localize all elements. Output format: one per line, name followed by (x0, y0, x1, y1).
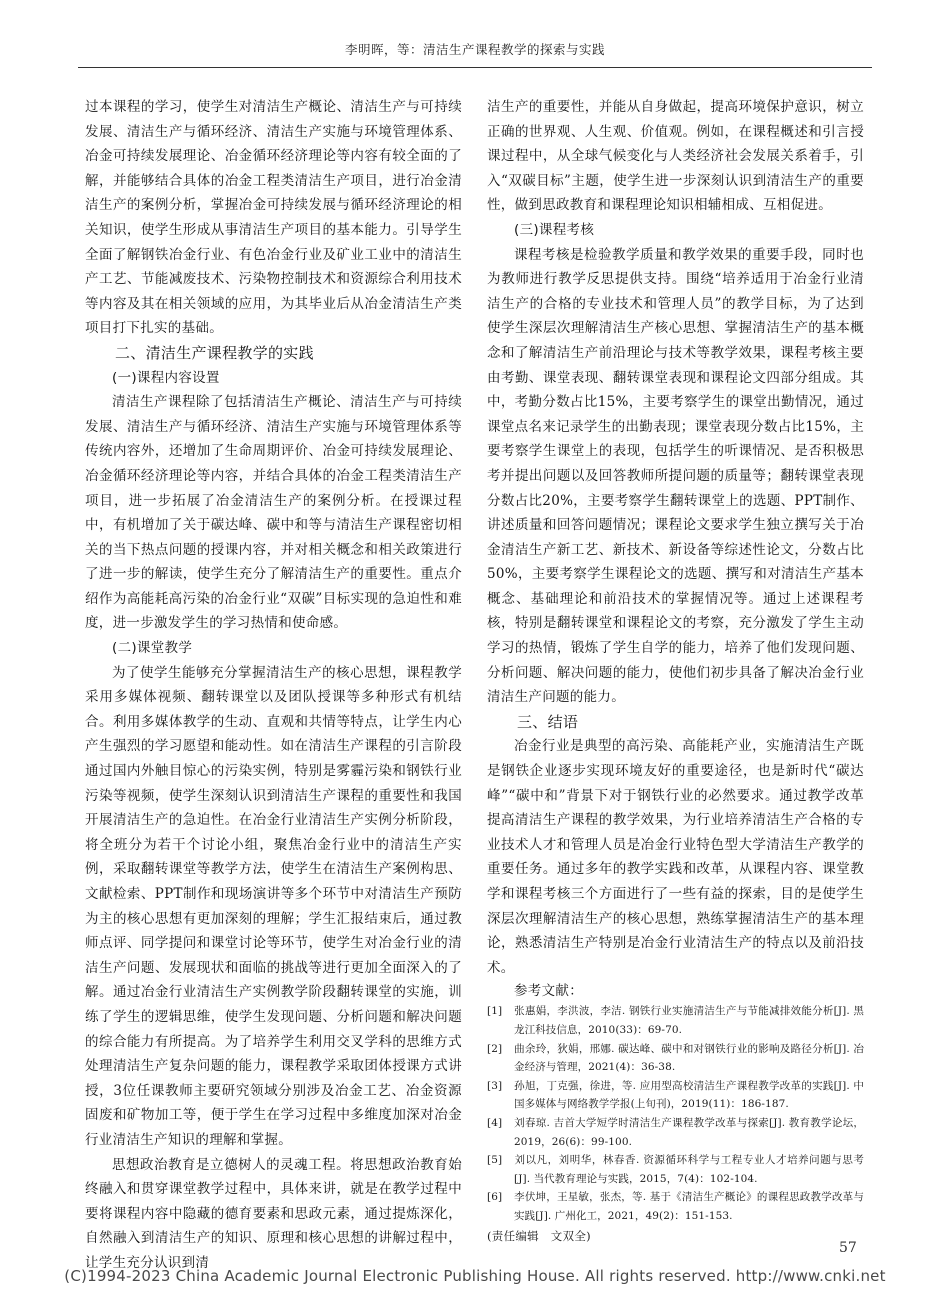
reference-item (487, 1188, 864, 1225)
copyright-footer: (C)1994-2023 China Academic Journal Electronic Publishing House. All rights reserved. http://www.cnki.net (64, 1267, 886, 1285)
running-header: 李明晖，等：清洁生产课程教学的探索与实践 (344, 42, 605, 57)
section-heading: 二、清洁生产课程教学的实践 (115, 343, 314, 362)
paragraph: 过本课程的学习，使学生对清洁生产概论、清洁生产与可持续发展、清洁生产与循环经济、清洁生产实施与环境管理体系、冶金可持续发展理论、冶金循环经济理论等内容有较全面的了解，并能够结合具体的冶金工程类清洁生产项目，进行冶金清洁生产的案例分析，掌握冶金可持续发展与循环经济理论的相关知识，使学生形成从事清洁生产项目的基本能力。引导学生全面了解钢铁冶金行业、有色冶金行业及矿业工业中的清洁生产工艺、节能减废技术、污染物控制技术和资源综合利用技术等内容及其在相关领域的应用，为其毕业后从冶金清洁生产类项目打下扎实的基础。 (85, 99, 462, 337)
paragraph: 思想政治教育是立德树人的灵魂工程。将思想政治教育始终融入和贯穿课堂教学过程中，具体来讲，就是在教学过程中要将课程内容中隐藏的德育要素和思政元素，通过提炼深化，自然融入到清洁生产的知识、原理和核心思想的讲解过程中，让学生充分认识到清 (85, 1156, 462, 1271)
page-number: 57 (839, 1240, 857, 1256)
reference-text: 刘以凡，刘明华，林春香. 资源循环科学与工程专业人才培养问题与思考[J]. 当代教育理论与实践，2015，7(4)：102-104. (514, 1154, 864, 1185)
reference-list (487, 1002, 864, 1225)
reference-item (487, 1077, 864, 1114)
paragraph: 课程考核是检验教学质量和教学效果的重要手段，同时也为教师进行教学反思提供支持。围绕“培养适用于冶金行业清洁生产的合格的专业技术和管理人员”的教学目标，为了达到使学生深层次理解清洁生产核心思想、掌握清洁生产的基本概念和了解清洁生产前沿理论与技术等教学效果，课程考核主要由考勤、课堂表现、翻转课堂表现和课程论文四部分组成。其中，考勤分数占比15%，主要考察学生的课堂出勤情况，通过课堂点名来记录学生的出勤表现；课堂表现分数占比15%，主要考察学生课堂上的表现，包括学生的听课情况、是否积极思考并提出问题以及回答教师所提问题的质量等；翻转课堂表现分数占比20%，主要考察学生翻转课堂上的选题、PPT制作、讲述质量和回答问题情况；课程论文要求学生独立撰写关于冶金清洁生产新工艺、新技术、新设备等综述性论文，分数占比50%，主要考察学生课程论文的选题、撰写和对清洁生产基本概念、基础理论和前沿技术的掌握情况等。通过上述课程考核，特别是翻转课堂和课程论文的考察，充分激发了学生主动学习的热情，锻炼了学生自学的能力，培养了他们发现问题、分析问题、解决问题的能力，使他们初步具备了解决冶金行业清洁生产问题的能力。 (487, 246, 864, 706)
reference-text: 曲余玲，狄娟，邢娜. 碳达峰、碳中和对钢铁行业的影响及路径分析[J]. 冶金经济与管理，2021(4)：36-38. (514, 1042, 864, 1074)
paragraph: 洁生产的重要性，并能从自身做起，提高环境保护意识，树立正确的世界观、人生观、价值观。例如，在课程概述和引言授课过程中，从全球气候变化与人类经济社会发展关系着手，引入“双碳目标”主题，使学生进一步深刻认识到清洁生产的重要性，做到思政教育和课程理论知识相辅相成、互相促进。 (487, 99, 864, 214)
paragraph: 冶金行业是典型的高污染、高能耗产业，实施清洁生产既是钢铁企业逐步实现环境友好的重要途径，也是新时代“碳达峰”“碳中和”背景下对于钢铁行业的必然要求。通过教学改革提高清洁生产课程的教学效果，为行业培养清洁生产合格的专业技术人才和管理人员是冶金行业特色型大学清洁生产教学的重要任务。通过多年的教学实践和改革，从课程内容、课堂教学和课程考核三个方面进行了一些有益的探索，目的是使学生深层次理解清洁生产的核心思想，熟练掌握清洁生产的基本理论，熟悉清洁生产特别是冶金行业清洁生产的特点以及前沿技术。 (487, 738, 864, 976)
section-heading: 三、结语 (517, 712, 579, 731)
reference-number: [1] (487, 1005, 503, 1018)
reference-number: [5] (487, 1154, 503, 1167)
paragraph: 清洁生产课程除了包括清洁生产概论、清洁生产与可持续发展、清洁生产与循环经济、清洁生产实施与环境管理体系等传统内容外，还增加了生命周期评价、冶金可持续发展理论、冶金循环经济理论等内容，并结合具体的冶金工程类清洁生产项目，进一步拓展了冶金清洁生产的案例分析。在授课过程中，有机增加了关于碳达峰、碳中和等与清洁生产课程密切相关的当下热点问题的授课内容，并对相关概念和相关政策进行了进一步的解读，使学生充分了解清洁生产的重要性。重点介绍作为高能耗高污染的冶金行业“双碳”目标实现的急迫性和难度，进一步激发学生的学习热情和使命感。 (85, 394, 462, 632)
paragraph: 为了使学生能够充分掌握清洁生产的核心思想，课程教学采用多媒体视频、翻转课堂以及团队授课等多种形式有机结合。利用多媒体教学的生动、直观和共情等特点，让学生内心产生强烈的学习愿望和能动性。如在清洁生产课程的引言阶段通过国内外触目惊心的污染实例，特别是雾霾污染和钢铁行业污染等视频，使学生深刻认识到清洁生产课程的重要性和我国开展清洁生产的急迫性。在冶金行业清洁生产实例分析阶段，将全班分为若干个讨论小组，聚焦冶金行业中的清洁生产实例，采取翻转课堂等教学方法，使学生在清洁生产案例构思、文献检索、PPT制作和现场演讲等多个环节中对清洁生产预防为主的核心思想有更加深刻的理解；学生汇报结束后，通过教师点评、同学提问和课堂讨论等环节，使学生对冶金行业的清洁生产问题、发展现状和面临的挑战等进行更加全面深入的了解。通过冶金行业清洁生产实例教学阶段翻转课堂的实施，训练了学生的逻辑思维，使学生发现问题、分析问题和解决问题的综合能力有所提高。为了培养学生利用交叉学科的思维方式处理清洁生产复杂问题的能力，课程教学采取团体授课方式讲授，3位任课教师主要研究领域分别涉及冶金工艺、冶金资源固废和矿物加工等，便于学生在学习过程中多维度加深对冶金行业清洁生产知识的理解和掌握。 (85, 664, 462, 1148)
reference-item (487, 1151, 864, 1188)
reference-text: 李伏坤，王星敏，张杰，等. 基于《清洁生产概论》的课程思政教学改革与实践[J]. 广州化工，2021，49(2)：151-153. (514, 1191, 864, 1222)
reference-text: 刘春琼. 吉首大学短学时清洁生产课程教学改革与探索[J]. 教育教学论坛，2019，26(6)：99-100. (514, 1116, 864, 1148)
reference-number: [6] (487, 1191, 503, 1204)
reference-number: [4] (487, 1116, 503, 1129)
subsection-heading: (二)课堂教学 (112, 640, 193, 657)
reference-item (487, 1002, 864, 1039)
references-heading: 参考文献： (514, 983, 583, 1000)
left-column (85, 95, 462, 1276)
reference-item (487, 1114, 864, 1151)
reference-item (487, 1040, 864, 1077)
subsection-heading: (一)课程内容设置 (112, 369, 220, 386)
reference-number: [2] (487, 1042, 503, 1055)
right-column (487, 95, 864, 1246)
editor-note: (责任编辑 文双全) (487, 1228, 591, 1243)
subsection-heading: (三)课程考核 (514, 221, 595, 238)
reference-text: 孙旭，丁克强，徐进，等. 应用型高校清洁生产课程教学改革的实践[J]. 中国多媒体与网络教学学报(上旬刊)，2019(11)：186-187. (514, 1079, 864, 1111)
reference-text: 张惠娟，李洪波，李洁. 钢铁行业实施清洁生产与节能减排效能分析[J]. 黑龙江科技信息，2010(33)：69-70. (514, 1005, 864, 1036)
header-rule (78, 67, 872, 68)
reference-number: [3] (487, 1079, 503, 1092)
